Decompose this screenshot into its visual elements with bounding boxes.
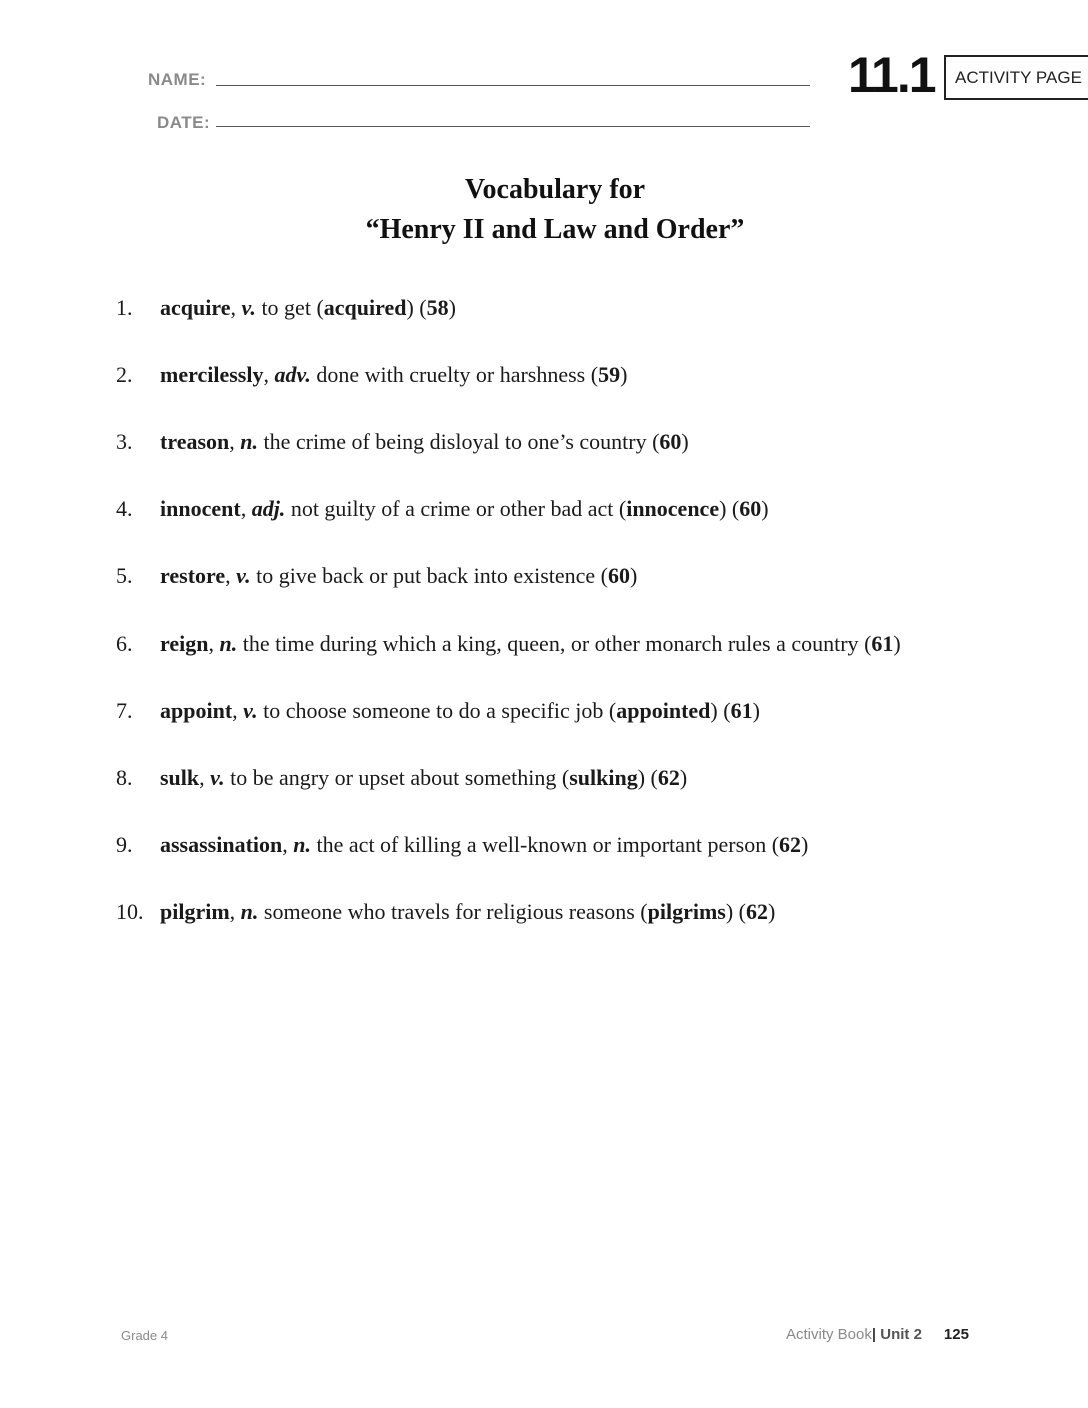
- unit-label: Unit 2: [880, 1326, 922, 1343]
- vocab-word: appoint: [160, 698, 233, 723]
- item-number: 7.: [116, 698, 133, 723]
- grade-label: Grade 4: [121, 1328, 168, 1343]
- part-of-speech: v.: [236, 563, 251, 588]
- part-of-speech: v.: [210, 765, 225, 790]
- item-number: 5.: [116, 563, 133, 588]
- lesson-number: 11.1: [848, 47, 935, 103]
- vocab-word: assassination: [160, 832, 283, 857]
- definition: to get: [261, 295, 311, 320]
- part-of-speech: adj.: [251, 496, 286, 521]
- definition: to choose someone to do a specific job: [263, 698, 604, 723]
- definition: the act of killing a well-known or important person: [316, 832, 767, 857]
- page-ref: 62: [746, 899, 768, 924]
- item-number: 9.: [116, 832, 133, 857]
- item-number: 2.: [116, 362, 133, 387]
- date-line[interactable]: [216, 126, 810, 127]
- item-number: 1.: [116, 295, 133, 320]
- word-form: acquired: [323, 295, 407, 320]
- activity-page-badge: ACTIVITY PAGE: [944, 55, 1088, 100]
- date-label: DATE:: [157, 113, 211, 132]
- definition: done with cruelty or harshness: [316, 362, 586, 387]
- word-form: innocence: [626, 496, 720, 521]
- name-label: NAME:: [148, 70, 207, 89]
- vocab-word: acquire: [160, 295, 231, 320]
- vocab-word: reign: [160, 631, 209, 656]
- page-ref: 58: [426, 295, 449, 320]
- page-ref: 62: [779, 832, 802, 857]
- page-number: 125: [943, 1326, 969, 1343]
- definition: to be angry or upset about something: [230, 765, 557, 790]
- item-number: 10.: [116, 899, 144, 924]
- vocab-word: mercilessly: [160, 362, 264, 387]
- part-of-speech: n.: [240, 429, 259, 454]
- definition: the time during which a king, queen, or other monarch rules a country: [242, 631, 859, 656]
- part-of-speech: n.: [293, 832, 312, 857]
- item-number: 8.: [116, 765, 133, 790]
- title-line-2: “Henry II and Law and Order”: [365, 214, 745, 245]
- book-title: Activity Book: [786, 1326, 872, 1343]
- vocab-word: sulk: [160, 765, 200, 790]
- word-form: sulking: [569, 765, 638, 790]
- page-ref: 62: [657, 765, 680, 790]
- definition: not guilty of a crime or other bad act: [290, 496, 614, 521]
- definition: someone who travels for religious reasons: [263, 899, 635, 924]
- part-of-speech: n.: [219, 631, 238, 656]
- vocab-word: innocent: [160, 496, 241, 521]
- vocab-word: pilgrim: [160, 899, 230, 924]
- page-ref: 60: [659, 429, 682, 454]
- item-number: 3.: [116, 429, 133, 454]
- definition: the crime of being disloyal to one’s country: [263, 429, 647, 454]
- page-ref: 60: [608, 563, 630, 588]
- part-of-speech: v.: [241, 295, 256, 320]
- page-ref: 61: [730, 698, 753, 723]
- page-ref: 61: [871, 631, 894, 656]
- vocab-word: restore: [160, 563, 226, 588]
- vocab-word: treason: [160, 429, 230, 454]
- part-of-speech: adv.: [274, 362, 311, 387]
- page-title: [0, 170, 1088, 250]
- item-number: 4.: [116, 496, 133, 521]
- word-form: pilgrims: [647, 899, 726, 924]
- page-ref: 60: [739, 496, 762, 521]
- footer-separator: |: [871, 1326, 877, 1343]
- item-number: 6.: [116, 631, 133, 656]
- part-of-speech: n.: [240, 899, 259, 924]
- page-ref: 59: [598, 362, 621, 387]
- footer-book-info: [786, 1326, 969, 1343]
- word-form: appointed: [616, 698, 711, 723]
- part-of-speech: v.: [243, 698, 258, 723]
- name-line[interactable]: [216, 85, 810, 86]
- definition: to give back or put back into existence: [256, 563, 596, 588]
- title-line-1: Vocabulary for: [464, 174, 646, 205]
